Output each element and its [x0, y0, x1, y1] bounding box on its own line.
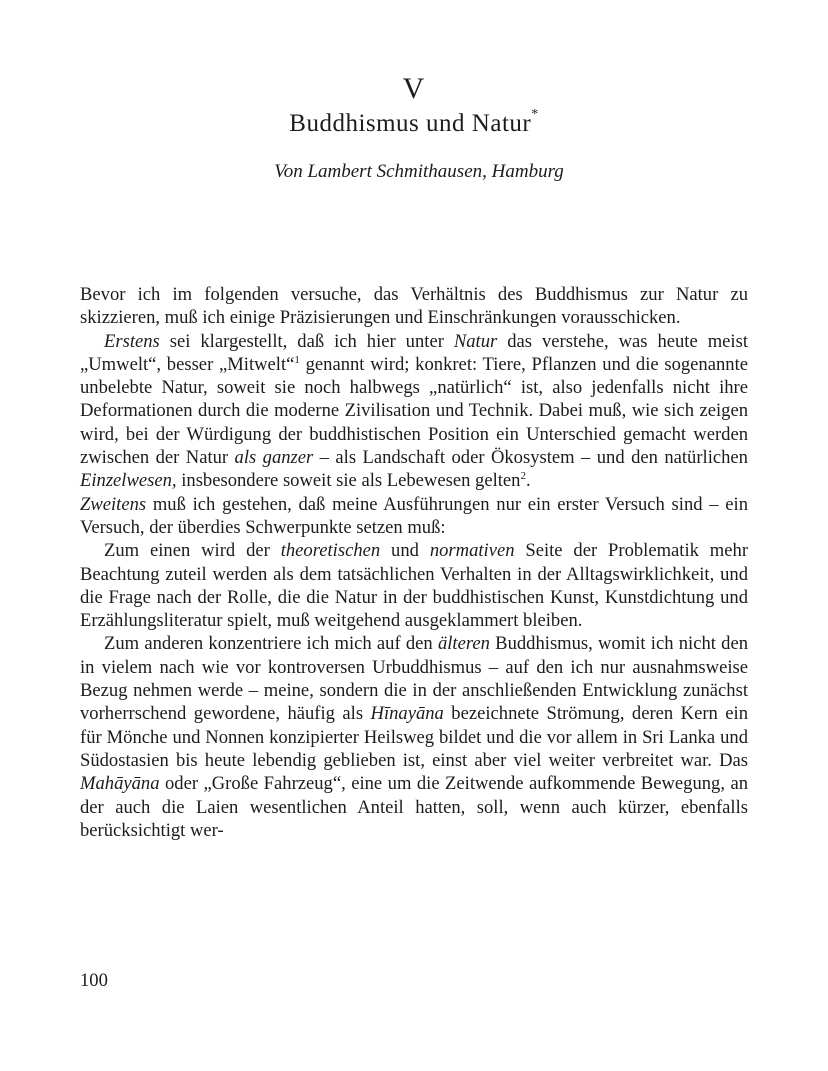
paragraph — [80, 493, 748, 540]
chapter-number: V — [402, 72, 426, 105]
footnote-ref: 2 — [520, 470, 526, 483]
emphasis-text: als ganzer — [234, 447, 314, 469]
chapter-title-text: Buddhismus und Natur — [289, 110, 532, 137]
text-run: Zum einen wird der — [104, 540, 281, 562]
text-run: oder „Große Fahrzeug“, eine um die Zeitwende aufkommende Bewegung, an der auch die Laien wesentlichen Anteil hatten, soll, wenn auch kürzer, ebenfalls berücksichtigt wer- — [80, 773, 748, 841]
text-run: Zum anderen konzentriere ich mich auf den — [104, 633, 438, 655]
paragraph — [80, 632, 748, 842]
paragraph — [80, 330, 748, 493]
text-run: und — [380, 540, 430, 562]
footnote-ref: 1 — [294, 353, 300, 366]
emphasis-text: Hīnayāna — [370, 703, 444, 725]
text-run: das verstehe, was heute meist „Umwelt“, besser „Mitwelt“ — [80, 330, 748, 375]
author-line: Von Lambert Schmithausen, Hamburg — [274, 161, 564, 182]
emphasis-text: normativen — [429, 540, 515, 562]
text-run: sei klargestellt, daß ich hier unter — [159, 330, 454, 352]
text-run: Buddhismus, womit ich nicht den in vielem nach wie vor kontroversen Urbuddhismus – auf den ich nur ausnahmsweise Bezug nehmen werde – meine, sondern die in der anschließenden Entwicklung zunächst vorherrschend gewordene, häufig als — [80, 633, 748, 725]
text-run: muß ich gestehen, daß meine Ausführungen nur ein erster Versuch sind – ein Versuch, der überdies Schwerpunkte setzen muß: — [80, 493, 748, 538]
chapter-title — [0, 106, 828, 138]
paragraph — [80, 283, 748, 330]
emphasis-text: theoretischen — [280, 540, 381, 562]
text-run: bezeichnete Strömung, deren Kern ein für Mönche und Nonnen konzipierter Heilsweg bildet und die vor allem in Sri Lanka und Südostasien bis heute lebendig geblieben ist, einst aber viel weiter verbreitet war. Das — [80, 703, 748, 771]
paragraph — [80, 539, 748, 632]
emphasis-text: Einzelwesen, — [80, 470, 177, 492]
emphasis-text: Mahāyāna — [80, 773, 160, 795]
emphasis-text: Erstens — [104, 330, 160, 352]
page-number: 100 — [80, 970, 108, 991]
emphasis-text: Zweitens — [80, 493, 147, 515]
title-footnote-mark: * — [531, 106, 539, 122]
text-run: Bevor ich im folgenden versuche, das Verhältnis des Buddhismus zur Natur zu skizzieren, muß ich einige Präzisierungen und Einschränkungen vorausschicken. — [80, 284, 748, 329]
text-run: genannt wird; konkret: Tiere, Pflanzen und die sogenannte unbelebte Natur, soweit sie noch halbwegs „natürlich“ ist, also jedenfalls nicht ihre Deformationen durch die moderne Zivilisation und Technik. Dabei muß, wie sich zeigen wird, bei der Würdigung der buddhistischen Position ein Unterschied gemacht werden zwischen der Natur — [80, 353, 748, 469]
text-run: . — [525, 470, 531, 492]
text-run: – als Landschaft oder Ökosystem – und den natürlichen — [313, 447, 748, 469]
text-run: insbesondere soweit sie als Lebewesen gelten — [176, 470, 521, 492]
emphasis-text: älteren — [437, 633, 490, 655]
text-run: Seite der Problematik mehr Beachtung zuteil werden als dem tatsächlichen Verhalten in der Alltagswirklichkeit, und die Frage nach der Rolle, die die Natur in der buddhistischen Kunst, Kunstdichtung und Erzählungsliteratur spielt, muß weitgehend ausgeklammert bleiben. — [80, 540, 749, 632]
body-text — [80, 283, 748, 842]
emphasis-text: Natur — [453, 330, 498, 352]
